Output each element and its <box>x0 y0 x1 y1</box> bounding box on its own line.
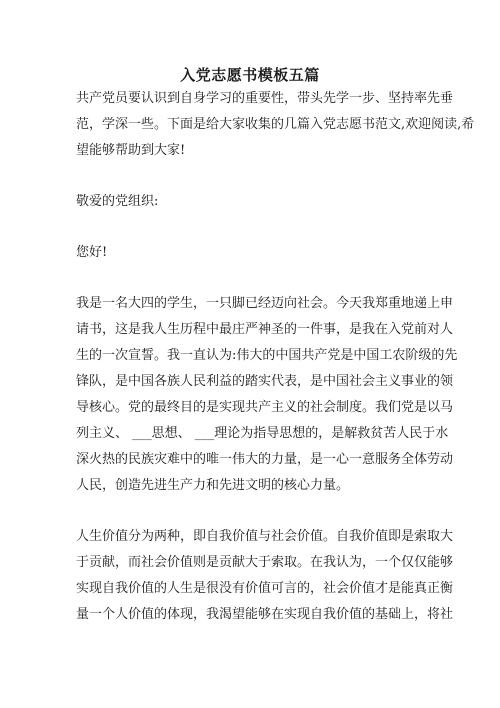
text-line: 人生价值分为两种，即自我价值与社会价值。自我价值即是索取大 <box>76 529 454 544</box>
text-line: 生的一次宣誓。我一直认为:伟大的中国共产党是中国工农阶级的先 <box>76 348 458 363</box>
intro-paragraph <box>76 86 475 164</box>
document-title: 入党志愿书模板五篇 <box>180 66 320 84</box>
body-paragraph-1 <box>76 291 458 499</box>
greeting <box>76 240 428 266</box>
text-line: 我是一名大四的学生，一只脚已经迈向社会。今天我郑重地递上申 <box>76 296 454 311</box>
text-line: 敬爱的党组织: <box>76 194 159 209</box>
text-line: 于贡献，而社会价值则是贡献大于索取。在我认为，一个仅仅能够 <box>76 555 454 570</box>
text-line: 共产党员要认识到自身学习的重要性，带头先学一步、坚持率先垂 <box>76 91 454 106</box>
body-paragraph-2 <box>76 524 454 628</box>
text-line: 深火热的民族灾难中的唯一伟大的力量，是一心一意服务全体劳动 <box>76 452 454 467</box>
text-line: 望能够帮助到大家! <box>76 143 186 158</box>
text-line: 列主义、 ___思想、 ___理论为指导思想的，是解救贫苦人民于水 <box>76 426 449 441</box>
text-line: 请书，这是我人生历程中最庄严神圣的一件事，是我在入党前对人 <box>76 322 454 337</box>
text-line: 人民，创造先进生产力和先进文明的核心力量。 <box>76 478 350 493</box>
text-line: 导核心。党的最终目的是实现共产主义的社会制度。我们党是以马 <box>76 400 454 415</box>
text-line: 量一个人价值的体现，我渴望能够在实现自我价值的基础上，将社 <box>76 607 454 622</box>
text-line: 锋队，是中国各族人民利益的踏实代表，是中国社会主义事业的领 <box>76 374 454 389</box>
text-line: 范，学深一些。下面是给大家收集的几篇入党志愿书范文,欢迎阅读,希 <box>76 117 475 132</box>
document-body <box>76 86 475 653</box>
salutation <box>76 189 428 215</box>
text-line: 实现自我价值的人生是很没有价值可言的，社会价值才是能真正衡 <box>76 581 454 596</box>
text-line: 您好! <box>76 245 108 260</box>
